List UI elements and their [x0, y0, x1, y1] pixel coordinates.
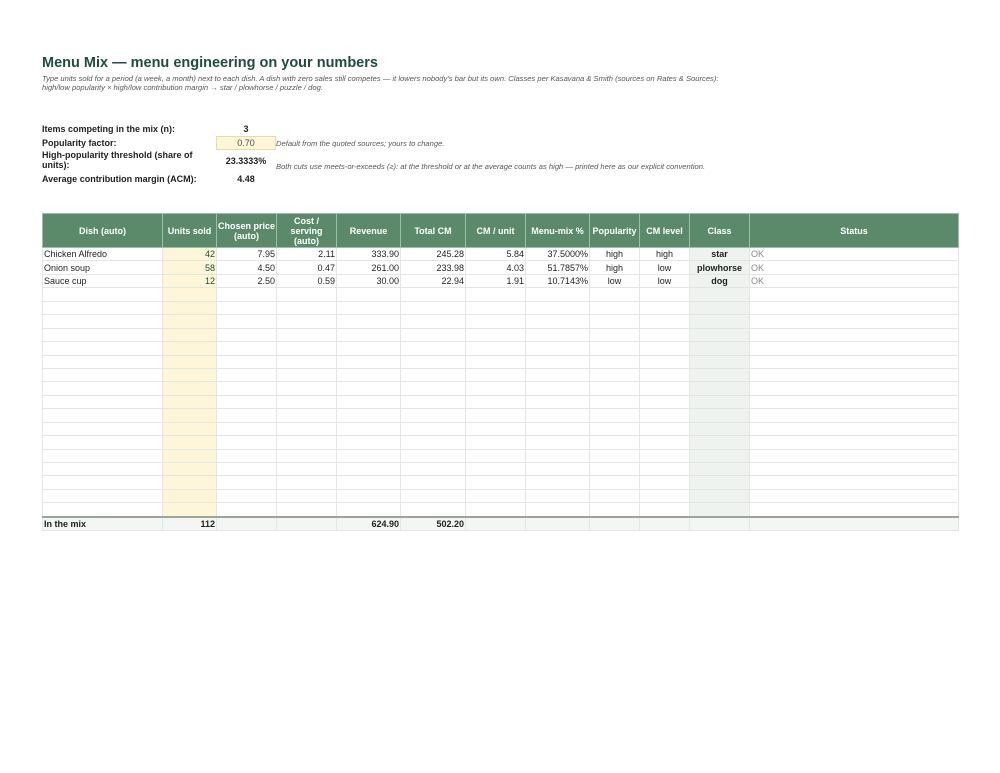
empty-cell-chosen-price: [217, 476, 277, 489]
empty-cell-revenue: [337, 436, 401, 449]
empty-cell-dish[interactable]: [43, 422, 163, 435]
empty-cell-cost-per-serving: [277, 355, 337, 368]
empty-cell-menu-mix: [526, 315, 590, 328]
empty-row: [43, 503, 959, 517]
empty-cell-dish[interactable]: [43, 409, 163, 422]
cell-chosen-price: 7.95: [217, 248, 277, 261]
cell-dish: Sauce cup: [43, 274, 163, 287]
empty-cell-popularity: [590, 463, 640, 476]
empty-cell-cost-per-serving: [277, 449, 337, 462]
empty-cell-menu-mix: [526, 288, 590, 301]
empty-cell-menu-mix: [526, 422, 590, 435]
empty-cell-cost-per-serving: [277, 395, 337, 408]
empty-cell-revenue: [337, 301, 401, 314]
col-header-chosen-price[interactable]: Chosen price (auto): [217, 214, 277, 248]
empty-cell-total-cm: [401, 436, 466, 449]
empty-cell-cost-per-serving: [277, 288, 337, 301]
empty-cell-units-sold[interactable]: [163, 342, 217, 355]
threshold-value: 23.3333%: [225, 156, 267, 166]
cell-revenue: 261.00: [337, 261, 401, 274]
empty-cell-cm-per-unit: [466, 328, 526, 341]
empty-cell-cm-per-unit: [466, 436, 526, 449]
empty-cell-cost-per-serving: [277, 301, 337, 314]
empty-cell-chosen-price: [217, 395, 277, 408]
empty-cell-popularity: [590, 436, 640, 449]
empty-cell-dish[interactable]: [43, 503, 163, 517]
empty-cell-revenue: [337, 503, 401, 517]
empty-cell-units-sold[interactable]: [163, 436, 217, 449]
empty-row: [43, 489, 959, 502]
menu-mix-table: [42, 213, 959, 531]
empty-cell-cm-per-unit: [466, 463, 526, 476]
popularity-factor-note: Default from the quoted sources; yours to change.: [276, 139, 445, 148]
empty-cell-menu-mix: [526, 395, 590, 408]
empty-cell-cm-per-unit: [466, 342, 526, 355]
empty-cell-popularity: [590, 301, 640, 314]
empty-cell-chosen-price: [217, 288, 277, 301]
cell-revenue: 333.90: [337, 248, 401, 261]
col-header-menu-mix[interactable]: Menu-mix %: [526, 214, 590, 248]
cell-status: OK: [750, 248, 959, 261]
cell-class: dog: [690, 274, 750, 287]
empty-cell-cost-per-serving: [277, 382, 337, 395]
empty-cell-class: [690, 355, 750, 368]
empty-cell-dish[interactable]: [43, 449, 163, 462]
empty-cell-total-cm: [401, 355, 466, 368]
empty-cell-cm-level: [640, 368, 690, 381]
empty-cell-cm-level: [640, 395, 690, 408]
empty-cell-dish[interactable]: [43, 395, 163, 408]
empty-cell-cm-per-unit: [466, 382, 526, 395]
empty-cell-cm-level: [640, 489, 690, 502]
empty-cell-menu-mix: [526, 489, 590, 502]
empty-cell-cm-level: [640, 476, 690, 489]
empty-cell-revenue: [337, 422, 401, 435]
empty-cell-cost-per-serving: [277, 503, 337, 517]
empty-cell-menu-mix: [526, 328, 590, 341]
empty-cell-chosen-price: [217, 449, 277, 462]
empty-cell-total-cm: [401, 315, 466, 328]
empty-cell-chosen-price: [217, 355, 277, 368]
empty-cell-units-sold[interactable]: [163, 422, 217, 435]
cell-cm-level: high: [640, 248, 690, 261]
empty-row: [43, 436, 959, 449]
cell-cm-level: low: [640, 261, 690, 274]
empty-cell-class: [690, 288, 750, 301]
col-header-status[interactable]: Status: [750, 214, 959, 248]
empty-cell-status: [750, 503, 959, 517]
empty-cell-total-cm: [401, 489, 466, 502]
empty-cell-revenue: [337, 463, 401, 476]
empty-cell-total-cm: [401, 328, 466, 341]
empty-cell-cost-per-serving: [277, 489, 337, 502]
empty-cell-status: [750, 342, 959, 355]
empty-cell-chosen-price: [217, 422, 277, 435]
empty-cell-cm-per-unit: [466, 355, 526, 368]
empty-cell-menu-mix: [526, 409, 590, 422]
empty-cell-units-sold[interactable]: [163, 489, 217, 502]
empty-row: [43, 328, 959, 341]
empty-cell-menu-mix: [526, 342, 590, 355]
empty-cell-class: [690, 368, 750, 381]
empty-cell-dish[interactable]: [43, 463, 163, 476]
cell-cm-level: low: [640, 274, 690, 287]
empty-cell-dish[interactable]: [43, 436, 163, 449]
empty-cell-class: [690, 395, 750, 408]
cell-class: star: [690, 248, 750, 261]
empty-cell-cost-per-serving: [277, 422, 337, 435]
empty-cell-units-sold[interactable]: [163, 355, 217, 368]
empty-cell-cm-level: [640, 355, 690, 368]
empty-cell-dish[interactable]: [43, 301, 163, 314]
empty-cell-status: [750, 489, 959, 502]
empty-cell-cm-level: [640, 463, 690, 476]
empty-cell-popularity: [590, 476, 640, 489]
totals-label: In the mix: [43, 517, 163, 531]
empty-cell-status: [750, 355, 959, 368]
empty-cell-chosen-price: [217, 301, 277, 314]
empty-row: [43, 476, 959, 489]
empty-cell-class: [690, 476, 750, 489]
empty-cell-dish[interactable]: [43, 368, 163, 381]
empty-cell-chosen-price: [217, 409, 277, 422]
cell-popularity: high: [590, 248, 640, 261]
cell-cost-per-serving: 0.47: [277, 261, 337, 274]
empty-cell-menu-mix: [526, 382, 590, 395]
empty-cell-cm-level: [640, 328, 690, 341]
empty-cell-dish[interactable]: [43, 476, 163, 489]
empty-cell-revenue: [337, 409, 401, 422]
empty-cell-class: [690, 463, 750, 476]
cell-chosen-price: 4.50: [217, 261, 277, 274]
table-row: [43, 274, 959, 287]
empty-cell-chosen-price: [217, 382, 277, 395]
empty-cell-cm-per-unit: [466, 409, 526, 422]
empty-cell-status: [750, 315, 959, 328]
empty-cell-units-sold[interactable]: [163, 301, 217, 314]
empty-cell-status: [750, 328, 959, 341]
items-count-label: Items competing in the mix (n):: [42, 124, 176, 134]
empty-cell-units-sold[interactable]: [163, 449, 217, 462]
table-row: [43, 248, 959, 261]
empty-cell-popularity: [590, 288, 640, 301]
empty-cell-popularity: [590, 355, 640, 368]
totals-class: [690, 517, 750, 531]
empty-cell-menu-mix: [526, 463, 590, 476]
empty-cell-menu-mix: [526, 355, 590, 368]
empty-cell-class: [690, 436, 750, 449]
empty-cell-units-sold[interactable]: [163, 476, 217, 489]
totals-revenue: 624.90: [337, 517, 401, 531]
empty-cell-total-cm: [401, 288, 466, 301]
empty-cell-cm-level: [640, 503, 690, 517]
empty-cell-cost-per-serving: [277, 436, 337, 449]
empty-cell-total-cm: [401, 463, 466, 476]
empty-cell-class: [690, 409, 750, 422]
totals-popularity: [590, 517, 640, 531]
empty-cell-status: [750, 476, 959, 489]
empty-cell-cm-per-unit: [466, 489, 526, 502]
empty-cell-revenue: [337, 476, 401, 489]
cell-menu-mix: 10.7143%: [526, 274, 590, 287]
empty-cell-menu-mix: [526, 368, 590, 381]
empty-row: [43, 301, 959, 314]
col-header-cost-per-serving[interactable]: Cost / serving (auto): [277, 214, 337, 248]
empty-row: [43, 422, 959, 435]
cell-popularity: low: [590, 274, 640, 287]
empty-row: [43, 315, 959, 328]
cell-revenue: 30.00: [337, 274, 401, 287]
cell-popularity: high: [590, 261, 640, 274]
empty-cell-revenue: [337, 328, 401, 341]
empty-cell-revenue: [337, 368, 401, 381]
empty-cell-status: [750, 449, 959, 462]
empty-row: [43, 463, 959, 476]
empty-cell-total-cm: [401, 503, 466, 517]
totals-total-cm: 502.20: [401, 517, 466, 531]
empty-cell-total-cm: [401, 422, 466, 435]
empty-cell-cost-per-serving: [277, 476, 337, 489]
empty-cell-cm-level: [640, 382, 690, 395]
empty-cell-status: [750, 288, 959, 301]
empty-cell-total-cm: [401, 368, 466, 381]
empty-cell-revenue: [337, 489, 401, 502]
empty-cell-chosen-price: [217, 328, 277, 341]
cell-menu-mix: 37.5000%: [526, 248, 590, 261]
empty-cell-dish[interactable]: [43, 342, 163, 355]
table-row: [43, 261, 959, 274]
cell-status: OK: [750, 274, 959, 287]
empty-cell-chosen-price: [217, 315, 277, 328]
empty-cell-cost-per-serving: [277, 315, 337, 328]
empty-cell-status: [750, 382, 959, 395]
empty-cell-chosen-price: [217, 463, 277, 476]
empty-cell-units-sold[interactable]: [163, 382, 217, 395]
empty-cell-units-sold[interactable]: [163, 288, 217, 301]
totals-cm-per-unit: [466, 517, 526, 531]
cell-cm-per-unit: 4.03: [466, 261, 526, 274]
empty-cell-cm-per-unit: [466, 503, 526, 517]
empty-cell-status: [750, 422, 959, 435]
empty-cell-class: [690, 342, 750, 355]
page-title: Menu Mix — menu engineering on your numbers: [42, 55, 378, 71]
empty-row: [43, 368, 959, 381]
totals-chosen-price: [217, 517, 277, 531]
empty-cell-cm-per-unit: [466, 395, 526, 408]
cell-cm-per-unit: 1.91: [466, 274, 526, 287]
empty-cell-chosen-price: [217, 489, 277, 502]
totals-row: [43, 517, 959, 531]
empty-cell-popularity: [590, 503, 640, 517]
empty-cell-dish[interactable]: [43, 328, 163, 341]
empty-cell-popularity: [590, 449, 640, 462]
cell-cost-per-serving: 0.59: [277, 274, 337, 287]
empty-cell-cm-level: [640, 422, 690, 435]
empty-cell-cm-level: [640, 409, 690, 422]
empty-cell-total-cm: [401, 382, 466, 395]
empty-cell-status: [750, 301, 959, 314]
popularity-factor-input[interactable]: 0.70: [216, 136, 276, 150]
empty-cell-total-cm: [401, 476, 466, 489]
empty-cell-chosen-price: [217, 342, 277, 355]
empty-cell-cm-level: [640, 315, 690, 328]
empty-cell-status: [750, 409, 959, 422]
empty-cell-popularity: [590, 489, 640, 502]
empty-cell-popularity: [590, 422, 640, 435]
empty-row: [43, 395, 959, 408]
col-header-revenue[interactable]: Revenue: [337, 214, 401, 248]
empty-cell-cm-level: [640, 301, 690, 314]
empty-cell-units-sold[interactable]: [163, 395, 217, 408]
empty-cell-total-cm: [401, 449, 466, 462]
empty-cell-cost-per-serving: [277, 342, 337, 355]
empty-cell-total-cm: [401, 342, 466, 355]
totals-status: [750, 517, 959, 531]
acm-value: 4.48: [237, 174, 255, 184]
empty-cell-menu-mix: [526, 476, 590, 489]
empty-cell-dish[interactable]: [43, 288, 163, 301]
cell-units-sold[interactable]: 12: [163, 274, 217, 287]
empty-cell-popularity: [590, 315, 640, 328]
empty-cell-units-sold[interactable]: [163, 328, 217, 341]
cell-total-cm: 233.98: [401, 261, 466, 274]
empty-row: [43, 355, 959, 368]
cell-status: OK: [750, 261, 959, 274]
cell-units-sold[interactable]: 58: [163, 261, 217, 274]
empty-row: [43, 409, 959, 422]
cell-total-cm: 245.28: [401, 248, 466, 261]
cell-cm-per-unit: 5.84: [466, 248, 526, 261]
empty-cell-dish[interactable]: [43, 355, 163, 368]
col-header-popularity[interactable]: Popularity: [590, 214, 640, 248]
cell-dish: Onion soup: [43, 261, 163, 274]
empty-cell-popularity: [590, 328, 640, 341]
table-header-row: [43, 214, 959, 248]
cell-cost-per-serving: 2.11: [277, 248, 337, 261]
cell-chosen-price: 2.50: [217, 274, 277, 287]
empty-cell-cm-level: [640, 436, 690, 449]
col-header-dish[interactable]: Dish (auto): [43, 214, 163, 248]
empty-cell-cm-per-unit: [466, 422, 526, 435]
empty-cell-cm-level: [640, 288, 690, 301]
empty-cell-class: [690, 315, 750, 328]
empty-cell-cost-per-serving: [277, 463, 337, 476]
empty-cell-cm-per-unit: [466, 315, 526, 328]
empty-cell-popularity: [590, 368, 640, 381]
empty-cell-cost-per-serving: [277, 328, 337, 341]
empty-row: [43, 342, 959, 355]
empty-cell-revenue: [337, 342, 401, 355]
empty-cell-class: [690, 489, 750, 502]
col-header-class[interactable]: Class: [690, 214, 750, 248]
empty-cell-units-sold[interactable]: [163, 368, 217, 381]
empty-cell-class: [690, 503, 750, 517]
empty-row: [43, 288, 959, 301]
empty-cell-revenue: [337, 382, 401, 395]
cell-dish: Chicken Alfredo: [43, 248, 163, 261]
popularity-factor-label: Popularity factor:: [42, 138, 117, 148]
empty-cell-popularity: [590, 409, 640, 422]
empty-cell-status: [750, 395, 959, 408]
totals-menu-mix: [526, 517, 590, 531]
empty-cell-units-sold[interactable]: [163, 409, 217, 422]
empty-cell-dish[interactable]: [43, 382, 163, 395]
empty-cell-status: [750, 368, 959, 381]
totals-cm-level: [640, 517, 690, 531]
empty-cell-cm-level: [640, 449, 690, 462]
empty-cell-chosen-price: [217, 503, 277, 517]
acm-label: Average contribution margin (ACM):: [42, 174, 197, 184]
empty-row: [43, 449, 959, 462]
threshold-note: Both cuts use meets-or-exceeds (≥): at the threshold or at the average counts as high — printed here as our explicit convention.: [276, 162, 706, 171]
empty-row: [43, 382, 959, 395]
col-header-units-sold[interactable]: Units sold: [163, 214, 217, 248]
empty-cell-total-cm: [401, 395, 466, 408]
empty-cell-popularity: [590, 395, 640, 408]
col-header-total-cm[interactable]: Total CM: [401, 214, 466, 248]
totals-cost-per-serving: [277, 517, 337, 531]
empty-cell-cost-per-serving: [277, 368, 337, 381]
empty-cell-cm-per-unit: [466, 301, 526, 314]
empty-cell-cm-per-unit: [466, 288, 526, 301]
empty-cell-revenue: [337, 449, 401, 462]
empty-cell-revenue: [337, 315, 401, 328]
empty-cell-units-sold[interactable]: [163, 503, 217, 517]
empty-cell-cm-per-unit: [466, 368, 526, 381]
page-subtitle: Type units sold for a period (a week, a month) next to each dish. A dish with zero sales still competes — it lowers nobody's bar but its own. Classes per Kasavana & Smith (sources on Rates & Sources): high/low popularity × high/low contribution margin → star / plowhorse / puzzle / dog.: [42, 74, 719, 93]
cell-class: plowhorse: [690, 261, 750, 274]
empty-cell-status: [750, 436, 959, 449]
empty-cell-status: [750, 463, 959, 476]
empty-cell-cm-per-unit: [466, 476, 526, 489]
empty-cell-units-sold[interactable]: [163, 315, 217, 328]
empty-cell-revenue: [337, 395, 401, 408]
empty-cell-menu-mix: [526, 301, 590, 314]
empty-cell-dish[interactable]: [43, 489, 163, 502]
empty-cell-chosen-price: [217, 368, 277, 381]
cell-menu-mix: 51.7857%: [526, 261, 590, 274]
empty-cell-popularity: [590, 342, 640, 355]
col-header-cm-level[interactable]: CM level: [640, 214, 690, 248]
empty-cell-total-cm: [401, 409, 466, 422]
threshold-label: High-popularity threshold (share of units):: [42, 150, 193, 170]
empty-cell-total-cm: [401, 301, 466, 314]
empty-cell-revenue: [337, 355, 401, 368]
empty-cell-menu-mix: [526, 449, 590, 462]
empty-cell-dish[interactable]: [43, 315, 163, 328]
empty-cell-popularity: [590, 382, 640, 395]
items-count-value: 3: [243, 124, 249, 134]
empty-cell-cm-per-unit: [466, 449, 526, 462]
col-header-cm-per-unit[interactable]: CM / unit: [466, 214, 526, 248]
empty-cell-class: [690, 382, 750, 395]
cell-units-sold[interactable]: 42: [163, 248, 217, 261]
empty-cell-class: [690, 422, 750, 435]
empty-cell-cost-per-serving: [277, 409, 337, 422]
totals-units-sold: 112: [163, 517, 217, 531]
empty-cell-class: [690, 449, 750, 462]
empty-cell-class: [690, 301, 750, 314]
empty-cell-cm-level: [640, 342, 690, 355]
cell-total-cm: 22.94: [401, 274, 466, 287]
empty-cell-menu-mix: [526, 436, 590, 449]
empty-cell-units-sold[interactable]: [163, 463, 217, 476]
empty-cell-class: [690, 328, 750, 341]
empty-cell-revenue: [337, 288, 401, 301]
empty-cell-menu-mix: [526, 503, 590, 517]
empty-cell-chosen-price: [217, 436, 277, 449]
